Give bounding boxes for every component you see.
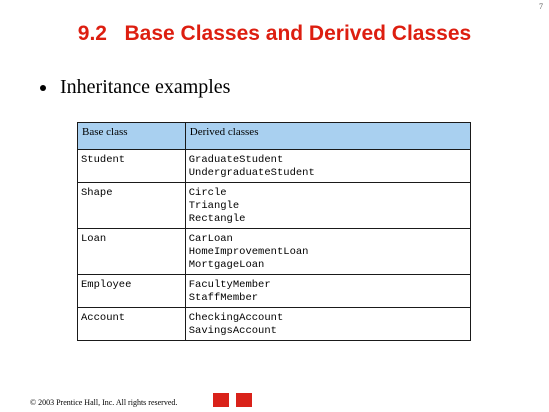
table-header-row (78, 123, 471, 150)
next-slide-button[interactable] (236, 393, 252, 407)
copyright-footer: © 2003 Prentice Hall, Inc. All rights reserved. (30, 398, 178, 407)
derived-class: SavingsAccount (188, 325, 277, 337)
derived-class: StaffMember (188, 292, 259, 304)
table-row (78, 275, 471, 308)
derived-class: CheckingAccount (188, 312, 284, 324)
derived-class: HomeImprovementLoan (188, 246, 309, 258)
table-row (78, 150, 471, 183)
page-number: 7 (539, 2, 543, 11)
inheritance-table (77, 122, 471, 341)
base-class-cell: Student (78, 150, 186, 183)
derived-class: CarLoan (188, 233, 233, 245)
derived-class: GraduateStudent (188, 154, 284, 166)
previous-slide-button[interactable] (213, 393, 229, 407)
derived-class: Triangle (188, 200, 240, 212)
base-class-cell: Account (78, 308, 186, 341)
derived-classes-cell (185, 275, 470, 308)
base-class-cell: Loan (78, 229, 186, 275)
bullet-dot-icon (40, 85, 46, 91)
derived-classes-cell (185, 150, 470, 183)
derived-class: Circle (188, 187, 227, 199)
bullet-text: Inheritance examples (60, 76, 231, 98)
bullet-item (40, 76, 230, 99)
derived-class: FacultyMember (188, 279, 271, 291)
base-class-cell: Employee (78, 275, 186, 308)
derived-class: MortgageLoan (188, 259, 265, 271)
table-row (78, 308, 471, 341)
derived-class: Rectangle (188, 213, 246, 225)
header-derived-classes: Derived classes (185, 123, 470, 150)
derived-classes-cell (185, 183, 470, 229)
base-class-cell: Shape (78, 183, 186, 229)
table-row (78, 229, 471, 275)
slide-title: 9.2 Base Classes and Derived Classes (77, 22, 472, 45)
derived-class: UndergraduateStudent (188, 167, 315, 179)
header-base-class: Base class (78, 123, 186, 150)
derived-classes-cell (185, 308, 470, 341)
derived-classes-cell (185, 229, 470, 275)
table-row (78, 183, 471, 229)
